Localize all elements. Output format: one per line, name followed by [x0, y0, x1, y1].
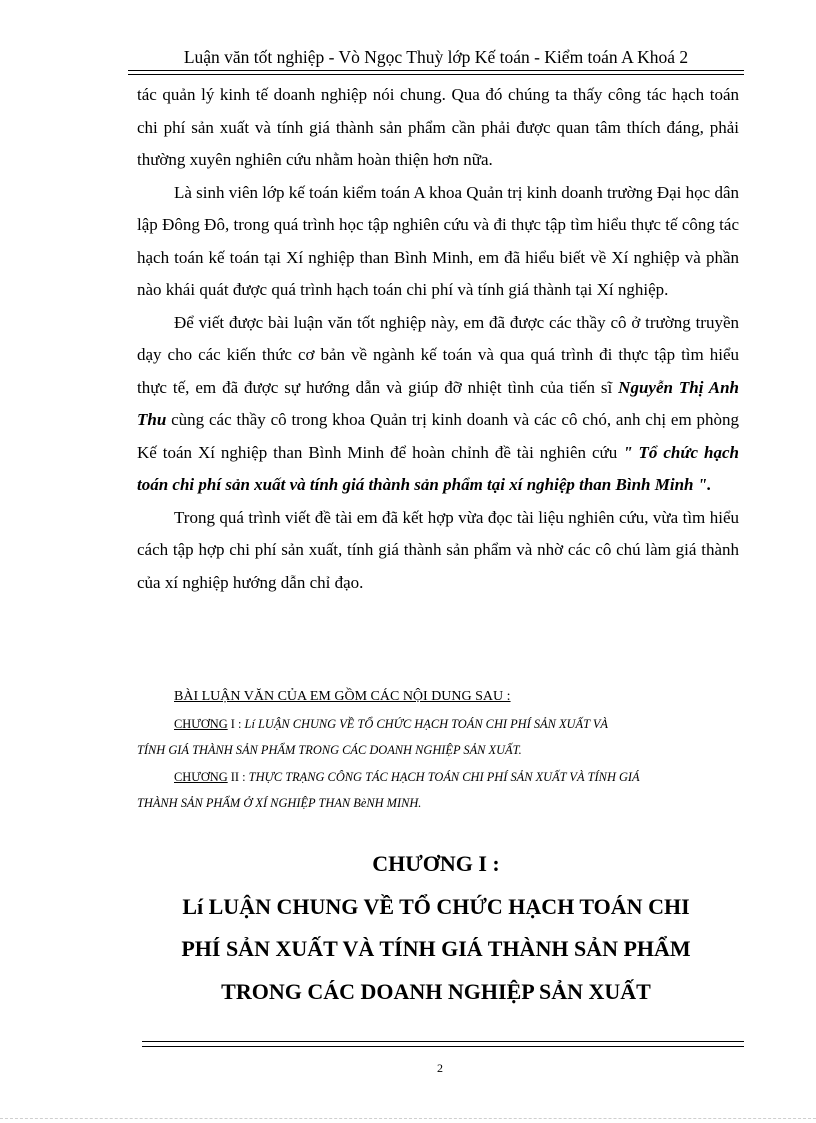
thesis-outline — [137, 684, 739, 817]
outline-chapter-2-number: II : — [227, 769, 249, 784]
thesis-topic: " Tổ chức hạch toán chi phí sản xuất và tính giá thành sản phẩm tại xí nghiệp than Bình Minh ". — [137, 442, 739, 494]
body-text — [137, 79, 739, 599]
outline-chapter-1 — [137, 711, 739, 738]
header-rule — [128, 70, 744, 75]
chapter-number: CHƯƠNG I : — [372, 851, 500, 876]
outline-chapter-1-title: Lí LUẬN CHUNG VỀ TỔ CHỨC HẠCH TOÁN CHI PHÍ SẢN XUẤT VÀ — [244, 716, 608, 731]
advisor-name: Nguyễn Thị Anh Thu — [137, 377, 739, 429]
outline-chapter-2-title: THỰC TRẠNG CÔNG TÁC HẠCH TOÁN CHI PHÍ SẢN XUẤT VÀ TÍNH GIÁ — [248, 769, 640, 784]
outline-chapter-1-number: I : — [227, 716, 245, 731]
outline-chapter-1-label: CHƯƠNG — [174, 716, 228, 731]
page-boundary — [0, 1118, 816, 1119]
running-header: Luận văn tốt nghiệp - Vò Ngọc Thuỳ lớp Kế toán - Kiểm toán A Khoá 2 — [183, 47, 689, 67]
paragraph-3-text-a: Để viết được bài luận văn tốt nghiệp này, em đã được các thầy cô ở trường truyền dạy cho các kiến thức cơ bản về ngành kế toán và qua quá trình đi thực tập tìm hiểu thực tế, em đã được sự hướng dẫn và giúp đỡ nhiệt tình của tiến sĩ — [137, 312, 739, 397]
page-number: 2 — [437, 1061, 443, 1075]
chapter-title-line-1: Lí LUẬN CHUNG VỀ TỔ CHỨC HẠCH TOÁN CHI — [182, 893, 690, 919]
outline-chapter-1-title-cont: TÍNH GIÁ THÀNH SẢN PHẨM TRONG CÁC DOANH NGHIỆP SẢN XUẤT. — [137, 743, 522, 757]
outline-chapter-2-label: CHƯƠNG — [174, 769, 228, 784]
outline-chapter-2-title-cont: THÀNH SẢN PHẨM Ở XÍ NGHIỆP THAN BèNH MINH. — [137, 796, 422, 810]
paragraph-3-text-b: cùng các thầy cô trong khoa Quản trị kinh doanh và các cô chó, anh chị em phòng Kế toán Xí nghiệp than Bình Minh để hoàn chỉnh đề tài nghiên cứu — [137, 410, 739, 462]
chapter-title-line-3: TRONG CÁC DOANH NGHIỆP SẢN XUẤT — [221, 978, 651, 1004]
outline-heading: BÀI LUẬN VĂN CỦA EM GỒM CÁC NỘI DUNG SAU : — [174, 689, 511, 704]
paragraph-4: Trong quá trình viết đề tài em đã kết hợp vừa đọc tài liệu nghiên cứu, vừa tìm hiểu cách tập hợp chi phí sản xuất, tính giá thành sản phẩm và nhờ các cô chú làm giá thành của xí nghiệp hướng dẫn chỉ đạo. — [137, 507, 739, 592]
chapter-title-line-2: PHÍ SẢN XUẤT VÀ TÍNH GIÁ THÀNH SẢN PHẨM — [181, 936, 691, 961]
paragraph-3 — [137, 307, 739, 502]
paragraph-1: tác quản lý kinh tế doanh nghiệp nói chung. Qua đó chúng ta thấy công tác hạch toán chi phí sản xuất và tính giá thành sản phẩm cần phải được quan tâm thích đáng, phải thường xuyên nghiên cứu nhằm hoàn thiện hơn nữa. — [137, 85, 739, 169]
paragraph-2: Là sinh viên lớp kế toán kiểm toán A khoa Quản trị kinh doanh trường Đại học dân lập Đông Đô, trong quá trình học tập nghiên cứu và đi thực tập tìm hiểu thực tế công tác hạch toán kế toán tại Xí nghiệp than Bình Minh, em đã hiểu biết về Xí nghiệp và phần nào khái quát được quá trình hạch toán chi phí và tính giá thành tại Xí nghiệp. — [137, 182, 739, 299]
outline-chapter-2 — [137, 764, 739, 791]
footer-rule — [142, 1041, 744, 1047]
chapter-heading — [128, 843, 744, 1013]
